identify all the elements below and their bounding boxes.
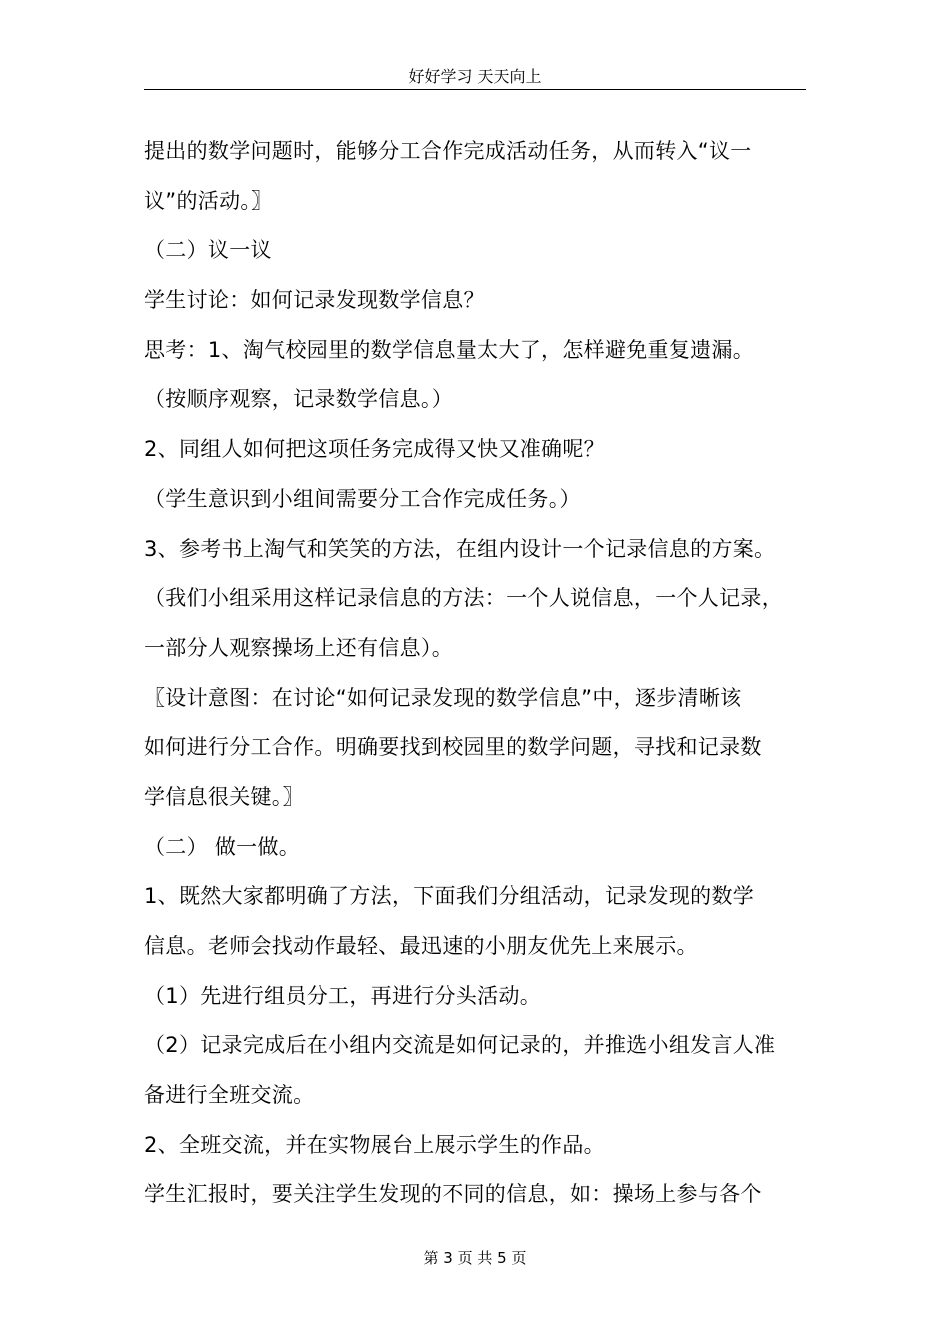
text-line: 信息。老师会找动作最轻、最迅速的小朋友优先上来展示。 [144, 934, 698, 958]
section-heading: （二） 做一做。 [144, 834, 301, 859]
text-line: （按顺序观察，记录数学信息。） [144, 387, 453, 412]
text-line: （2）记录完成后在小组内交流是如何记录的，并推选小组发言人准 [144, 1033, 776, 1058]
text-line: 学生讨论：如何记录发现数学信息？ [144, 288, 485, 313]
text-line: 思考：1、淘气校园里的数学信息量太大了，怎样避免重复遗漏。 [144, 337, 755, 362]
text-line: 备进行全班交流。 [144, 1083, 315, 1108]
text-line: 一部分人观察操场上还有信息）。 [144, 635, 453, 660]
page-header: 好好学习 天天向上 [408, 67, 542, 86]
text-line: 学生汇报时，要关注学生发现的不同的信息，如：操场上参与各个 [144, 1182, 762, 1207]
text-line: （我们小组采用这样记录信息的方法：一个人说信息，一个人记录， [144, 586, 783, 611]
text-line: （学生意识到小组间需要分工合作完成任务。） [144, 486, 581, 511]
document-body [144, 127, 809, 1220]
text-line: 提出的数学问题时，能够分工合作完成活动任务，从而转入“议一 [144, 139, 752, 163]
text-line: 如何进行分工合作。明确要找到校园里的数学问题，寻找和记录数 [144, 735, 762, 760]
text-line: 2、同组人如何把这项任务完成得又快又准确呢？ [144, 437, 605, 462]
header-divider [144, 89, 806, 90]
section-heading: （二）议一议 [144, 238, 272, 263]
text-line: 议”的活动。〗 [144, 188, 273, 213]
text-line: 学信息很关键。〗 [144, 784, 304, 809]
text-line: （1）先进行组员分工，再进行分头活动。 [144, 983, 542, 1008]
text-line: 3、参考书上淘气和笑笑的方法，在组内设计一个记录信息的方案。 [144, 536, 776, 561]
text-line: 2、全班交流，并在实物展台上展示学生的作品。 [144, 1132, 605, 1157]
text-line: 1、既然大家都明确了方法，下面我们分组活动，记录发现的数学 [144, 884, 755, 909]
text-line: 〖设计意图：在讨论“如何记录发现的数学信息”中，逐步清晰该 [144, 685, 742, 710]
page-number: 第 3 页 共 5 页 [423, 1249, 527, 1267]
